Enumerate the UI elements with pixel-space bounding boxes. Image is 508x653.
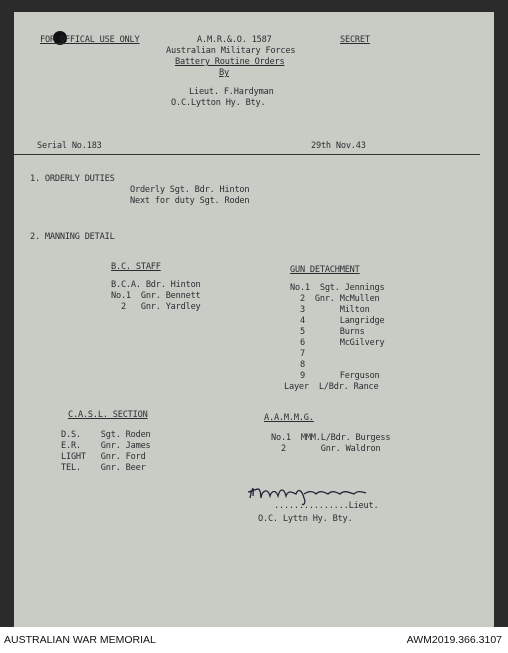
gun-detachment-row: No.1 Sgt. Jennings <box>290 283 385 293</box>
orderly-duty-line: Next for duty Sgt. Roden <box>130 196 250 206</box>
aamg-row: No.1 MMM.L/Bdr. Burgess <box>271 433 391 443</box>
gun-detachment-row: 7 <box>290 349 305 359</box>
classification-right: SECRET <box>340 35 370 45</box>
by-label: By <box>219 68 229 78</box>
author-role: O.C.Lytton Hy. Bty. <box>171 98 266 108</box>
serial-number: Serial No.183 <box>37 141 102 151</box>
footer-bar <box>0 627 508 653</box>
bc-staff-row: No.1 Gnr. Bennett <box>111 291 201 301</box>
gun-detachment-row: 4 Langridge <box>290 316 385 326</box>
aamg-row: 2 Gnr. Waldron <box>271 444 381 454</box>
section-heading-manning-detail: 2. MANNING DETAIL <box>30 232 115 242</box>
bc-staff-row: 2 Gnr. Yardley <box>111 302 201 312</box>
bc-staff-heading: B.C. STAFF <box>111 262 161 272</box>
gun-detachment-row: Layer L/Bdr. Rance <box>284 382 379 392</box>
document-title: Battery Routine Orders <box>175 57 285 67</box>
order-date: 29th Nov.43 <box>311 141 366 151</box>
footer-source-label: AUSTRALIAN WAR MEMORIAL <box>4 634 156 646</box>
author-name: Lieut. F.Hardyman <box>189 87 274 97</box>
classification-left: FOR OFFICAL USE ONLY <box>40 35 140 45</box>
gun-detachment-row: 5 Burns <box>290 327 365 337</box>
gun-detachment-row: 3 Milton <box>290 305 370 315</box>
casl-section-row: TEL. Gnr. Beer <box>61 463 146 473</box>
gun-detachment-row: 9 Ferguson <box>290 371 380 381</box>
bc-staff-row: B.C.A. Bdr. Hinton <box>111 280 201 290</box>
casl-section-row: LIGHT Gnr. Ford <box>61 452 146 462</box>
casl-section-heading: C.A.S.L. SECTION <box>68 410 148 420</box>
order-reference: A.M.R.&.O. 1587 <box>197 35 272 45</box>
organisation: Australian Military Forces <box>166 46 296 56</box>
footer-accession-number: AWM2019.366.3107 <box>406 634 502 646</box>
signature-dots-line: ...............Lieut. <box>274 501 379 511</box>
casl-section-row: D.S. Sgt. Roden <box>61 430 151 440</box>
gun-detachment-heading: GUN DETACHMENT <box>290 265 360 275</box>
gun-detachment-row: 2 Gnr. McMullen <box>290 294 380 304</box>
aamg-heading: A.A.M.M.G. <box>264 413 314 423</box>
casl-section-row: E.R. Gnr. James <box>61 441 151 451</box>
document-page <box>14 12 494 627</box>
signature-role: O.C. Lyttn Hy. Bty. <box>258 514 353 524</box>
header-rule <box>14 154 480 155</box>
gun-detachment-row: 8 <box>290 360 305 370</box>
section-heading-orderly-duties: 1. ORDERLY DUTIES <box>30 174 115 184</box>
orderly-duty-line: Orderly Sgt. Bdr. Hinton <box>130 185 250 195</box>
gun-detachment-row: 6 McGilvery <box>290 338 385 348</box>
